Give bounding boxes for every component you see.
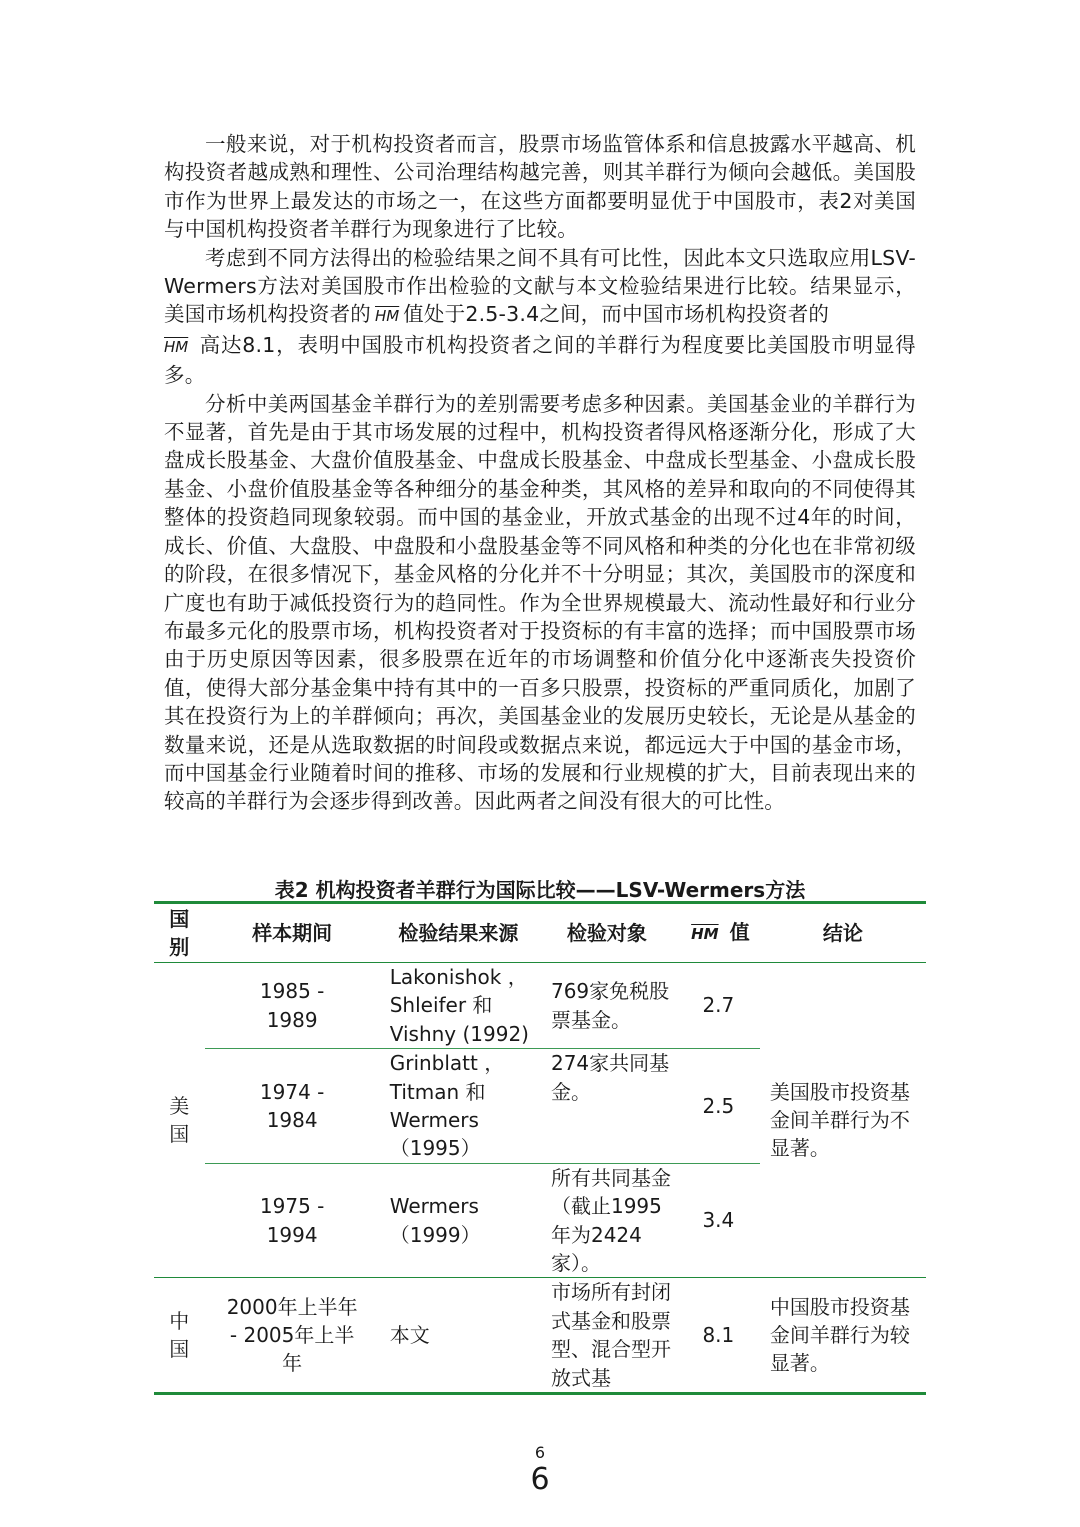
cell-period: 1974 - 1984	[205, 1049, 380, 1164]
hm-symbol: $\overline{HM}$	[691, 925, 719, 943]
paragraph-2	[164, 244, 916, 390]
cell-period: 1985 - 1989	[259, 979, 325, 1032]
cell-source: Lakonishok ， Shleifer 和 Vishny (1992)	[389, 965, 529, 1046]
cell-subject: 所有共同基金（截止1995年为2424家）。	[537, 1163, 677, 1278]
cell-subject: 769家免税股票基金。	[550, 979, 670, 1032]
header-period: 样本期间	[205, 903, 380, 963]
table-row	[154, 1278, 926, 1394]
header-subject: 检验对象	[537, 903, 677, 963]
cell-hm: 2.5	[677, 1049, 760, 1164]
cell-country-china: 中国	[154, 1278, 205, 1394]
page-number-large: 6	[530, 1462, 550, 1497]
cell-hm: 8.1	[677, 1278, 760, 1394]
cell-period: 2000年上半年 - 2005年上半年	[205, 1278, 380, 1394]
cell-hm: 2.7	[702, 993, 735, 1018]
cell-hm: 3.4	[677, 1163, 760, 1278]
paragraph-2-part-c: 高达8.1，表明中国股市机构投资者之间的羊群行为程度要比美国股市明显得多。	[164, 332, 916, 388]
header-conclusion: 结论	[760, 903, 926, 963]
paragraph-1: 一般来说，对于机构投资者而言，股票市场监管体系和信息披露水平越高、机构投资者越成熟和理性、公司治理结构越完善，则其羊群行为倾向会越低。美国股市作为世界上最发达的市场之一，在这些方面都要明显优于中国股市，表2对美国与中国机构投资者羊群行为现象进行了比较。	[164, 132, 916, 242]
paragraph-2-part-a: 考虑到不同方法得出的检验结果之间不具有可比性，因此本文只选取应用LSV-Wermers方法对美国股市作出检验的文献与本文检验结果进行比较。结果显示，美国市场机构投资者的	[164, 245, 916, 327]
cell-source: Grinblatt ， Titman 和 Wermers （1995）	[380, 1049, 537, 1164]
cell-conclusion-usa: 美国股市投资基金间羊群行为不显著。	[769, 1079, 910, 1161]
cell-period: 1975 - 1994	[205, 1163, 380, 1278]
cell-country-usa: 美国	[169, 1094, 190, 1147]
header-hm: $\overline{HM}$ 值	[677, 903, 760, 963]
page-number-small: 6	[534, 1443, 546, 1462]
header-source: 检验结果来源	[380, 903, 537, 963]
table-header-row	[154, 903, 926, 963]
cell-subject: 274家共同基金。	[537, 1049, 677, 1164]
hm-symbol: $\overline{HM}$	[375, 307, 400, 326]
paragraph-3: 分析中美两国基金羊群行为的差别需要考虑多种因素。美国基金业的羊群行为不显著，首先是由于其市场发展的过程中，机构投资者得风格逐渐分化，形成了大盘成长股基金、大盘价值股基金、中盘成长股基金、中盘成长型基金、小盘成长股基金、小盘价值股基金等各种细分的基金种类，其风格的差异和取向的不同使得其整体的投资趋同现象较弱。而中国的基金业，开放式基金的出现不过4年的时间，成长、价值、大盘股、中盘股和小盘股基金等不同风格和种类的分化也在非常初级的阶段，在很多情况下，基金风格的分化并不十分明显；其次，美国股市的深度和广度也有助于减低投资行为的趋同性。作为全世界规模最大、流动性最好和行业分布最多元化的股票市场，机构投资者对于投资标的有丰富的选择；而中国股票市场由于历史原因等因素，很多股票在近年的市场调整和价值分化中逐渐丧失投资价值，使得大部分基金集中持有其中的一百多只股票，投资标的严重同质化，加剧了其在投资行为上的羊群倾向；再次，美国基金业的发展历史较长，无论是从基金的数量来说，还是从选取数据的时间段或数据点来说，都远远大于中国的基金市场，而中国基金行业随着时间的推移、市场的发展和行业规模的扩大，目前表现出来的较高的羊群行为会逐步得到改善。因此两者之间没有很大的可比性。	[164, 391, 916, 814]
header-country: 国别	[154, 903, 205, 963]
cell-source: 本文	[380, 1278, 537, 1394]
hm-symbol: $\overline{HM}$	[164, 337, 189, 356]
body-text	[164, 130, 916, 816]
table-title: 表2 机构投资者羊群行为国际比较——LSV-Wermers方法	[274, 878, 806, 902]
table-row	[154, 963, 926, 1049]
cell-subject: 市场所有封闭式基金和股票型、混合型开放式基	[537, 1278, 677, 1394]
paragraph-2-part-b: 值处于2.5-3.4之间，而中国市场机构投资者的	[403, 302, 830, 327]
comparison-table	[154, 901, 926, 1395]
cell-source: Wermers （1999）	[380, 1163, 537, 1278]
cell-conclusion-china: 中国股市投资基金间羊群行为较显著。	[760, 1278, 926, 1394]
